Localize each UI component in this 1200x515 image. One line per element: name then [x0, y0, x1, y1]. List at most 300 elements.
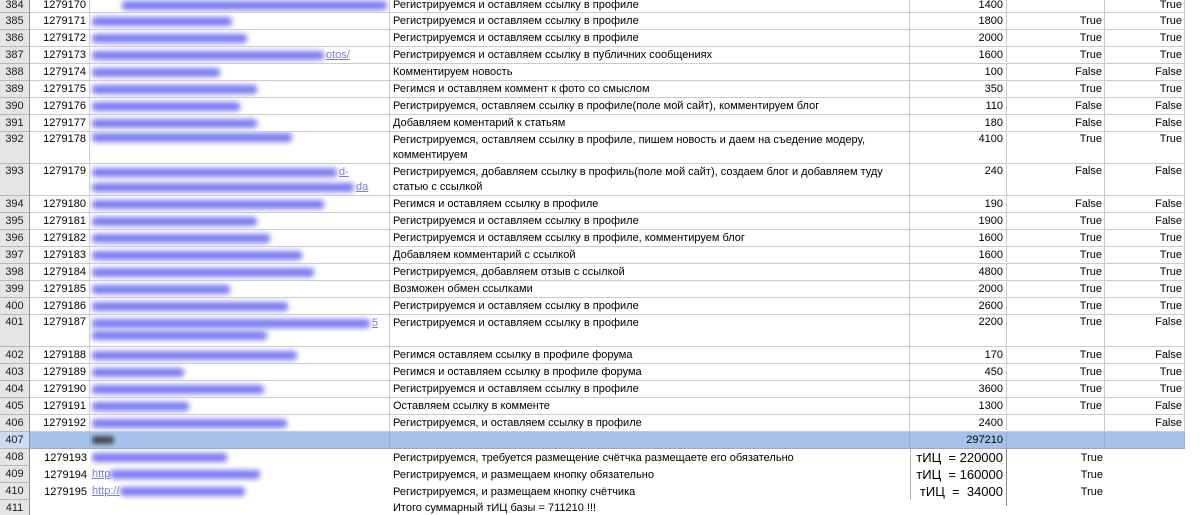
row-number[interactable]: 396: [0, 230, 30, 247]
url-visible-fragment[interactable]: http://: [92, 485, 120, 497]
url-cell[interactable]: [90, 13, 390, 30]
censored-url-blur: [92, 200, 324, 209]
description-cell[interactable]: Комментируем новость: [390, 64, 910, 81]
flag1-cell[interactable]: False: [1007, 98, 1105, 115]
censored-url-blur: [92, 402, 189, 411]
url-cell[interactable]: [90, 115, 390, 132]
description-cell[interactable]: Возможен обмен ссылками: [390, 281, 910, 298]
url-link[interactable]: [92, 484, 247, 499]
flag1-cell[interactable]: True: [1007, 213, 1105, 230]
censored-url-blur: [92, 234, 270, 243]
row-number[interactable]: 392: [0, 132, 30, 164]
filler-cell[interactable]: [1185, 415, 1200, 432]
value-cell[interactable]: 190: [910, 196, 1007, 213]
flag1-cell[interactable]: True: [1007, 466, 1105, 483]
flag2-cell[interactable]: True: [1105, 30, 1185, 47]
description-cell[interactable]: Регимся и оставляем ссылку в профиле: [390, 196, 910, 213]
value-cell[interactable]: 170: [910, 347, 1007, 364]
url-link[interactable]: [92, 402, 191, 411]
flag2-cell[interactable]: True: [1105, 81, 1185, 98]
flag2-cell[interactable]: False: [1105, 98, 1185, 115]
id-cell[interactable]: 1279183: [30, 247, 90, 264]
value-cell[interactable]: 110: [910, 98, 1007, 115]
table-row: [0, 381, 1200, 398]
id-cell[interactable]: 1279193: [30, 449, 90, 466]
description-cell[interactable]: Регимся и оставляем ссылку в профиле форума: [390, 364, 910, 381]
table-row: [0, 264, 1200, 281]
value-cell[interactable]: 450: [910, 364, 1007, 381]
flag2-cell[interactable]: False: [1105, 164, 1185, 196]
url-cell[interactable]: [90, 213, 390, 230]
censored-url-blur: [120, 487, 245, 496]
row-number[interactable]: 397: [0, 247, 30, 264]
censored-url-blur: [92, 85, 257, 94]
description-cell[interactable]: Регистрируемся, и размещаем кнопку счётчика: [390, 483, 910, 500]
flag1-cell[interactable]: True: [1007, 47, 1105, 64]
table-row: [0, 281, 1200, 298]
flag1-cell[interactable]: True: [1007, 298, 1105, 315]
description-cell[interactable]: Регистрируемся и оставляем ссылку в профиле: [390, 381, 910, 398]
flag1-cell[interactable]: True: [1007, 264, 1105, 281]
flag1-cell[interactable]: True: [1007, 13, 1105, 30]
table-row: [0, 432, 1200, 449]
row-number[interactable]: 393: [0, 164, 30, 196]
table-row: [0, 98, 1200, 115]
censored-url-blur: [122, 1, 387, 10]
url-cell[interactable]: [90, 432, 390, 449]
url-cell[interactable]: [90, 132, 390, 164]
row-number[interactable]: 386: [0, 30, 30, 47]
row-number[interactable]: 407: [0, 432, 30, 449]
filler-cell[interactable]: [1185, 115, 1200, 132]
url-link[interactable]: [92, 102, 242, 111]
censored-url-blur: [92, 133, 292, 142]
value-cell[interactable]: 4800: [910, 264, 1007, 281]
id-cell[interactable]: 1279178: [30, 132, 90, 164]
flag2-cell[interactable]: False: [1105, 115, 1185, 132]
value-cell[interactable]: 4100: [910, 132, 1007, 164]
id-cell[interactable]: 1279192: [30, 415, 90, 432]
description-cell[interactable]: Регистрируемся, добавляем ссылку в профиль(поле мой сайт), создаем блог и добавляем туду статью с ссылкой: [390, 164, 910, 196]
value-cell[interactable]: 1800: [910, 13, 1007, 30]
flag2-cell[interactable]: True: [1105, 281, 1185, 298]
filler-cell[interactable]: [1185, 230, 1200, 247]
description-cell[interactable]: Регимся оставляем ссылку в профиле форума: [390, 347, 910, 364]
url-link[interactable]: [92, 419, 289, 428]
row-number[interactable]: 404: [0, 381, 30, 398]
censored-url-blur: [92, 217, 257, 226]
id-cell[interactable]: 1279190: [30, 381, 90, 398]
value-cell[interactable]: 1600: [910, 230, 1007, 247]
row-number[interactable]: 389: [0, 81, 30, 98]
value-cell[interactable]: 1600: [910, 247, 1007, 264]
censored-url-blur: [110, 470, 260, 479]
flag2-cell[interactable]: False: [1105, 213, 1185, 230]
url-cell[interactable]: [90, 347, 390, 364]
id-cell[interactable]: 1279187: [30, 315, 90, 347]
row-number[interactable]: 409: [0, 466, 30, 483]
flag1-cell[interactable]: True: [1007, 281, 1105, 298]
url-cell[interactable]: [90, 298, 390, 315]
flag2-cell[interactable]: False: [1105, 64, 1185, 81]
table-row: [0, 483, 1200, 500]
row-number[interactable]: 387: [0, 47, 30, 64]
value-cell[interactable]: 297210: [910, 432, 1007, 449]
url-link[interactable]: [92, 268, 316, 277]
filler-cell[interactable]: [1185, 196, 1200, 213]
url-cell[interactable]: [90, 81, 390, 98]
filler-cell[interactable]: [1185, 264, 1200, 281]
url-cell[interactable]: [90, 415, 390, 432]
flag1-cell[interactable]: True: [1007, 483, 1105, 500]
id-cell[interactable]: 1279184: [30, 264, 90, 281]
flag1-cell[interactable]: False: [1007, 164, 1105, 196]
row-number[interactable]: 395: [0, 213, 30, 230]
censored-url-blur: [92, 285, 230, 294]
id-cell[interactable]: 1279171: [30, 13, 90, 30]
flag2-cell[interactable]: False: [1105, 398, 1185, 415]
url-cell[interactable]: [90, 398, 390, 415]
flag1-cell[interactable]: True: [1007, 449, 1105, 466]
url-link[interactable]: [92, 467, 262, 482]
url-link[interactable]: [92, 119, 259, 128]
url-link[interactable]: [92, 331, 269, 340]
id-cell[interactable]: 1279195: [30, 483, 90, 500]
url-link[interactable]: [92, 17, 234, 26]
description-cell[interactable]: Регистрируемся, требуется размещение счётчка размещаете его обязательно: [390, 449, 910, 466]
flag2-cell[interactable]: [1105, 432, 1185, 449]
description-cell[interactable]: Оставляем ссылку в комменте: [390, 398, 910, 415]
value-cell[interactable]: 1400: [910, 0, 1007, 13]
id-cell[interactable]: 1279181: [30, 213, 90, 230]
flag2-cell[interactable]: True: [1105, 0, 1185, 13]
description-cell[interactable]: Регистрируемся, оставляем ссылку в профиле, пишем новость и даем на съедение модеру, комментируем: [390, 132, 910, 164]
url-link[interactable]: [92, 234, 272, 243]
flag2-cell[interactable]: True: [1105, 298, 1185, 315]
filler-cell[interactable]: [1185, 466, 1200, 483]
url-link[interactable]: [92, 385, 266, 394]
url-visible-fragment[interactable]: da: [356, 181, 369, 193]
censored-text-blur: [92, 436, 114, 444]
row-number[interactable]: 401: [0, 315, 30, 347]
flag2-cell[interactable]: [1105, 466, 1185, 483]
id-cell[interactable]: 1279176: [30, 98, 90, 115]
value-cell[interactable]: 2000: [910, 30, 1007, 47]
id-cell[interactable]: 1279182: [30, 230, 90, 247]
value-cell[interactable]: 350: [910, 81, 1007, 98]
url-link[interactable]: [92, 251, 304, 260]
url-link[interactable]: [92, 453, 229, 462]
value-cell[interactable]: тИЦ = 220000: [910, 449, 1007, 466]
censored-url-blur: [92, 368, 184, 377]
url-link[interactable]: [92, 180, 368, 195]
flag1-cell[interactable]: [1007, 0, 1105, 13]
row-number[interactable]: 402: [0, 347, 30, 364]
column-border-tail: [1006, 500, 1007, 506]
url-link[interactable]: [92, 34, 249, 43]
url-visible-fragment[interactable]: http: [92, 468, 111, 480]
url-link[interactable]: [92, 68, 222, 77]
id-cell[interactable]: 1279194: [30, 466, 90, 483]
filler-cell[interactable]: [1185, 483, 1200, 500]
url-link[interactable]: [92, 285, 232, 294]
url-visible-fragment[interactable]: otos/: [326, 48, 350, 61]
value-cell[interactable]: [910, 500, 1007, 515]
url-cell[interactable]: [90, 64, 390, 81]
flag1-cell[interactable]: False: [1007, 115, 1105, 132]
url-link[interactable]: [92, 316, 378, 331]
id-cell[interactable]: 1279188: [30, 347, 90, 364]
url-cell[interactable]: [90, 30, 390, 47]
id-cell[interactable]: 1279174: [30, 64, 90, 81]
flag1-cell[interactable]: False: [1007, 64, 1105, 81]
table-row: [0, 298, 1200, 315]
value-cell[interactable]: 2200: [910, 315, 1007, 347]
description-cell[interactable]: Регистрируемся и оставляем ссылку в профиле: [390, 315, 910, 347]
url-cell[interactable]: [90, 0, 390, 13]
description-cell[interactable]: Регистрируемся и оставляем ссылку в профиле: [390, 30, 910, 47]
value-cell[interactable]: 3600: [910, 381, 1007, 398]
censored-url-blur: [92, 51, 324, 60]
url-link[interactable]: [92, 200, 326, 209]
id-cell[interactable]: 1279173: [30, 47, 90, 64]
filler-cell[interactable]: [1185, 347, 1200, 364]
description-cell[interactable]: Регимся и оставляем коммент к фото со смыслом: [390, 81, 910, 98]
censored-url-blur: [92, 183, 354, 192]
url-cell[interactable]: [90, 281, 390, 298]
id-cell[interactable]: 1279180: [30, 196, 90, 213]
row-number[interactable]: 410: [0, 483, 30, 500]
flag1-cell[interactable]: True: [1007, 347, 1105, 364]
filler-cell[interactable]: [1185, 213, 1200, 230]
id-cell[interactable]: 1279185: [30, 281, 90, 298]
row-number[interactable]: 400: [0, 298, 30, 315]
flag2-cell[interactable]: True: [1105, 13, 1185, 30]
flag2-cell[interactable]: False: [1105, 415, 1185, 432]
filler-cell[interactable]: [1185, 315, 1200, 347]
filler-cell[interactable]: [1185, 364, 1200, 381]
row-number[interactable]: 411: [0, 500, 30, 515]
row-number[interactable]: 398: [0, 264, 30, 281]
url-cell[interactable]: [90, 483, 390, 500]
censored-url-blur: [92, 34, 247, 43]
flag1-cell[interactable]: [1007, 500, 1105, 515]
flag1-cell[interactable]: True: [1007, 132, 1105, 164]
url-link[interactable]: [92, 302, 290, 311]
url-visible-fragment[interactable]: 5: [372, 317, 379, 329]
table-row: [0, 347, 1200, 364]
row-number[interactable]: 405: [0, 398, 30, 415]
id-cell[interactable]: 1279172: [30, 30, 90, 47]
url-cell[interactable]: [90, 196, 390, 213]
filler-cell[interactable]: [1185, 64, 1200, 81]
flag2-cell[interactable]: True: [1105, 247, 1185, 264]
url-link[interactable]: [92, 48, 350, 63]
url-cell[interactable]: [90, 500, 390, 515]
url-cell[interactable]: [90, 466, 390, 483]
flag2-cell[interactable]: [1105, 483, 1185, 500]
url-cell[interactable]: [90, 247, 390, 264]
url-cell[interactable]: [90, 98, 390, 115]
description-cell[interactable]: Регистрируемся, добавляем отзыв с ссылкой: [390, 264, 910, 281]
row-number[interactable]: 394: [0, 196, 30, 213]
flag2-cell[interactable]: [1105, 500, 1185, 515]
table-row: [0, 213, 1200, 230]
filler-cell[interactable]: [1185, 47, 1200, 64]
filler-cell[interactable]: [1185, 298, 1200, 315]
id-cell[interactable]: 1279189: [30, 364, 90, 381]
flag2-cell[interactable]: True: [1105, 364, 1185, 381]
url-visible-fragment[interactable]: d-: [339, 166, 349, 178]
filler-cell[interactable]: [1185, 398, 1200, 415]
table-row: [0, 230, 1200, 247]
table-row: [0, 500, 1200, 515]
url-link[interactable]: [122, 1, 389, 10]
description-cell[interactable]: Регистрируемся и оставляем ссылку в профиле: [390, 298, 910, 315]
flag2-cell[interactable]: False: [1105, 315, 1185, 347]
id-cell[interactable]: 1279191: [30, 398, 90, 415]
flag1-cell[interactable]: [1007, 432, 1105, 449]
url-link[interactable]: [92, 436, 116, 444]
value-cell[interactable]: 1600: [910, 47, 1007, 64]
flag1-cell[interactable]: True: [1007, 247, 1105, 264]
url-cell[interactable]: [90, 264, 390, 281]
flag1-cell[interactable]: [1007, 415, 1105, 432]
flag1-cell[interactable]: True: [1007, 81, 1105, 98]
id-cell[interactable]: 1279175: [30, 81, 90, 98]
table-row: [0, 30, 1200, 47]
censored-url-blur: [92, 319, 370, 328]
flag2-cell[interactable]: False: [1105, 347, 1185, 364]
flag1-cell[interactable]: True: [1007, 315, 1105, 347]
flag2-cell[interactable]: True: [1105, 47, 1185, 64]
description-cell[interactable]: Регистрируемся и оставляем ссылку в публичних сообщениях: [390, 47, 910, 64]
censored-url-blur: [92, 302, 288, 311]
id-cell[interactable]: 1279170: [30, 0, 90, 13]
url-link[interactable]: [92, 133, 294, 142]
flag1-cell[interactable]: True: [1007, 381, 1105, 398]
filler-cell[interactable]: [1185, 381, 1200, 398]
filler-cell[interactable]: [1185, 281, 1200, 298]
censored-url-blur: [92, 385, 264, 394]
value-cell[interactable]: 1300: [910, 398, 1007, 415]
row-number[interactable]: 403: [0, 364, 30, 381]
url-link[interactable]: [92, 217, 259, 226]
row-number[interactable]: 399: [0, 281, 30, 298]
filler-cell[interactable]: [1185, 247, 1200, 264]
flag1-cell[interactable]: True: [1007, 230, 1105, 247]
row-number[interactable]: 406: [0, 415, 30, 432]
filler-cell[interactable]: [1185, 132, 1200, 164]
filler-cell[interactable]: [1185, 0, 1200, 13]
description-cell[interactable]: Регистрируемся, и оставляем ссылку в профиле: [390, 415, 910, 432]
description-cell[interactable]: Итого суммарный тИЦ базы = 711210 !!!: [390, 500, 910, 515]
id-cell[interactable]: [30, 500, 90, 515]
url-cell[interactable]: [90, 449, 390, 466]
flag2-cell[interactable]: True: [1105, 381, 1185, 398]
row-number[interactable]: 384: [0, 0, 30, 13]
flag1-cell[interactable]: True: [1007, 30, 1105, 47]
filler-cell[interactable]: [1185, 30, 1200, 47]
description-cell[interactable]: [390, 432, 910, 449]
filler-cell[interactable]: [1185, 432, 1200, 449]
censored-url-blur: [92, 68, 220, 77]
value-cell[interactable]: 2400: [910, 415, 1007, 432]
table-row: [0, 164, 1200, 196]
table-row: [0, 64, 1200, 81]
filler-cell[interactable]: [1185, 81, 1200, 98]
flag2-cell[interactable]: False: [1105, 196, 1185, 213]
description-cell[interactable]: Регистрируемся и оставляем ссылку в профиле, комментируем блог: [390, 230, 910, 247]
description-cell[interactable]: Регистрируемся, оставляем ссылку в профиле(поле мой сайт), комментируем блог: [390, 98, 910, 115]
description-cell[interactable]: Регистрируемся, и размещаем кнопку обязательно: [390, 466, 910, 483]
censored-url-blur: [92, 119, 257, 128]
row-number[interactable]: 391: [0, 115, 30, 132]
url-cell[interactable]: [90, 230, 390, 247]
url-link[interactable]: [92, 165, 349, 180]
filler-cell[interactable]: [1185, 98, 1200, 115]
table-row: [0, 132, 1200, 164]
value-cell[interactable]: тИЦ = 34000: [910, 483, 1007, 500]
value-cell[interactable]: 100: [910, 64, 1007, 81]
flag1-cell[interactable]: True: [1007, 364, 1105, 381]
value-cell[interactable]: тИЦ = 160000: [910, 466, 1007, 483]
id-cell[interactable]: 1279179: [30, 164, 90, 196]
flag1-cell[interactable]: False: [1007, 196, 1105, 213]
row-number[interactable]: 385: [0, 13, 30, 30]
censored-url-blur: [92, 17, 232, 26]
filler-cell[interactable]: [1185, 13, 1200, 30]
description-cell[interactable]: Регистрируемся и оставляем ссылку в профиле: [390, 213, 910, 230]
filler-cell[interactable]: [1185, 449, 1200, 466]
url-cell[interactable]: [90, 364, 390, 381]
value-cell[interactable]: 240: [910, 164, 1007, 196]
description-cell[interactable]: Добавляем комментарий с ссылкой: [390, 247, 910, 264]
description-cell[interactable]: Регистрируемся и оставляем ссылку в профиле: [390, 13, 910, 30]
value-cell[interactable]: 2600: [910, 298, 1007, 315]
id-cell[interactable]: [30, 432, 90, 449]
flag2-cell[interactable]: True: [1105, 264, 1185, 281]
censored-url-blur: [92, 168, 337, 177]
url-cell[interactable]: [90, 47, 390, 64]
filler-cell[interactable]: [1185, 164, 1200, 196]
flag2-cell[interactable]: True: [1105, 132, 1185, 164]
value-cell[interactable]: 1900: [910, 213, 1007, 230]
table-row: [0, 47, 1200, 64]
id-cell[interactable]: 1279186: [30, 298, 90, 315]
url-cell[interactable]: [90, 381, 390, 398]
url-cell[interactable]: [90, 164, 390, 196]
url-link[interactable]: [92, 368, 186, 377]
url-link[interactable]: [92, 85, 259, 94]
filler-cell[interactable]: [1185, 500, 1200, 515]
row-number[interactable]: 408: [0, 449, 30, 466]
row-number[interactable]: 390: [0, 98, 30, 115]
value-cell[interactable]: 180: [910, 115, 1007, 132]
flag1-cell[interactable]: True: [1007, 398, 1105, 415]
flag2-cell[interactable]: [1105, 449, 1185, 466]
table-row: [0, 247, 1200, 264]
value-cell[interactable]: 2000: [910, 281, 1007, 298]
table-row: [0, 466, 1200, 483]
flag2-cell[interactable]: True: [1105, 230, 1185, 247]
description-cell[interactable]: Добавляем коментарий к статьям: [390, 115, 910, 132]
row-number[interactable]: 388: [0, 64, 30, 81]
id-cell[interactable]: 1279177: [30, 115, 90, 132]
url-cell[interactable]: [90, 315, 390, 347]
url-link[interactable]: [92, 351, 299, 360]
description-cell[interactable]: Регистрируемся и оставляем ссылку в профиле: [390, 0, 910, 13]
